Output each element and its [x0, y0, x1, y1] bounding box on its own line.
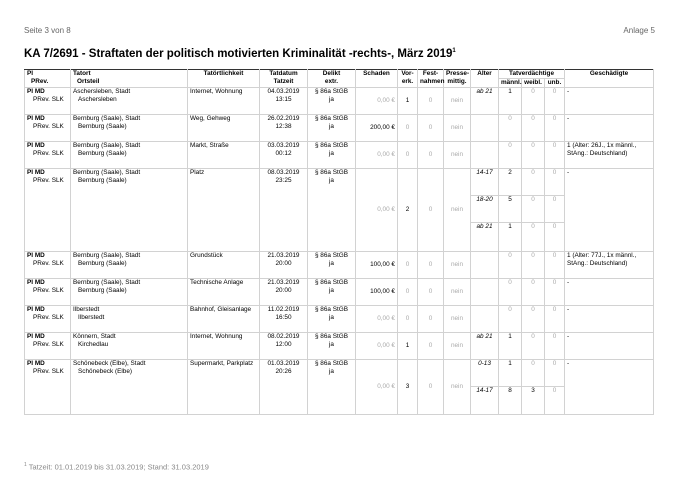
cell-weibl: 3 [522, 387, 545, 415]
cell-tatoertlichkeit: Bahnhof, Gleisanlage [188, 306, 260, 333]
cell-schaden: 0,00 € [356, 88, 398, 115]
cell-maennl: 1 [499, 333, 522, 360]
cell-geschaedigte: - [565, 115, 654, 142]
cell-tatdatum: 01.03.2019 20:26 [260, 360, 308, 415]
cell-presse: nein [444, 88, 471, 115]
footnote: $^1$ Tatzeit: 01.01.2019 bis 31.03.2019; Stand: 31.03.2019 [24, 462, 209, 472]
cell-festnahmen: 0 [418, 142, 444, 169]
col-alter: Alter [471, 70, 499, 88]
cell-unb: 0 [545, 223, 565, 252]
cell-weibl: 0 [522, 115, 545, 142]
cell-pi: PI MD PRev. SLK [25, 115, 71, 142]
cell-schaden: 0,00 € [356, 169, 398, 252]
col-maennl: männl. [499, 79, 522, 88]
col-tatort: Tatort Ortsteil [71, 70, 188, 88]
cell-unb: 0 [545, 279, 565, 306]
cell-delikt: § 86a StGB ja [308, 88, 356, 115]
cell-vorerk: 1 [398, 333, 418, 360]
cell-tatdatum: 21.03.2019 20:00 [260, 279, 308, 306]
cell-festnahmen: 0 [418, 306, 444, 333]
cell-alter [471, 115, 499, 142]
cell-maennl: 0 [499, 306, 522, 333]
col-vorerk: Vor-erk. [398, 70, 418, 88]
cell-tatdatum: 08.02.2019 12:00 [260, 333, 308, 360]
cell-weibl: 0 [522, 223, 545, 252]
cell-unb: 0 [545, 115, 565, 142]
table-row [25, 360, 654, 387]
cell-unb: 0 [545, 306, 565, 333]
cell-weibl: 0 [522, 142, 545, 169]
cell-alter: 14-17 [471, 169, 499, 196]
table-row [25, 333, 654, 360]
document-title: KA 7/2691 - Straftaten der politisch motivierten Kriminalität -rechts-, März 2019$^1$ [24, 48, 456, 60]
cell-geschaedigte: - [565, 88, 654, 115]
cell-vorerk: 0 [398, 142, 418, 169]
cell-presse: nein [444, 169, 471, 252]
cell-schaden: 0,00 € [356, 360, 398, 415]
cell-alter [471, 306, 499, 333]
cell-tatoertlichkeit: Internet, Wohnung [188, 333, 260, 360]
cell-maennl: 8 [499, 387, 522, 415]
cell-geschaedigte: - [565, 333, 654, 360]
cell-unb: 0 [545, 169, 565, 196]
cell-weibl: 0 [522, 196, 545, 223]
cell-delikt: § 86a StGB ja [308, 360, 356, 415]
table-row [25, 279, 654, 306]
cell-weibl: 0 [522, 279, 545, 306]
cell-vorerk: 0 [398, 115, 418, 142]
cell-alter: ab 21 [471, 223, 499, 252]
table-row [25, 306, 654, 333]
cell-weibl: 0 [522, 306, 545, 333]
cell-maennl: 0 [499, 142, 522, 169]
cell-festnahmen: 0 [418, 279, 444, 306]
cell-delikt: § 86a StGB ja [308, 252, 356, 279]
cell-unb: 0 [545, 142, 565, 169]
col-pi: PI PRev. [25, 70, 71, 88]
cell-maennl: 0 [499, 279, 522, 306]
cell-vorerk: 0 [398, 279, 418, 306]
page-number: Seite 3 von 8 [24, 26, 71, 35]
cell-alter: 14-17 [471, 387, 499, 415]
cell-tatdatum: 03.03.2019 00:12 [260, 142, 308, 169]
cell-tatort: Bernburg (Saale), Stadt Bernburg (Saale) [71, 252, 188, 279]
col-tatverdaechtige: Tatverdächtige [499, 70, 565, 79]
cell-geschaedigte: 1 (Alter: 77J., 1x männl., StAng.: Deutschland) [565, 252, 654, 279]
cell-weibl: 0 [522, 360, 545, 387]
cell-vorerk: 2 [398, 169, 418, 252]
cell-weibl: 0 [522, 169, 545, 196]
cell-delikt: § 86a StGB ja [308, 306, 356, 333]
col-tatdatum: Tatdatum Tatzeit [260, 70, 308, 88]
cell-unb: 0 [545, 88, 565, 115]
table-header-row [25, 70, 654, 79]
cell-tatort: Ilberstedt Ilberstedt [71, 306, 188, 333]
cell-alter: ab 21 [471, 333, 499, 360]
cell-tatoertlichkeit: Platz [188, 169, 260, 252]
cell-alter: 18-20 [471, 196, 499, 223]
cell-festnahmen: 0 [418, 88, 444, 115]
cell-geschaedigte: - [565, 306, 654, 333]
cell-maennl: 0 [499, 252, 522, 279]
cell-tatoertlichkeit: Technische Anlage [188, 279, 260, 306]
cell-alter [471, 279, 499, 306]
cell-festnahmen: 0 [418, 252, 444, 279]
cell-presse: nein [444, 360, 471, 415]
cell-tatoertlichkeit: Grundstück [188, 252, 260, 279]
cell-unb: 0 [545, 360, 565, 387]
col-geschaedigte: Geschädigte [565, 70, 654, 88]
cell-pi: PI MD PRev. SLK [25, 360, 71, 415]
cell-tatdatum: 08.03.2019 23:25 [260, 169, 308, 252]
cell-pi: PI MD PRev. SLK [25, 142, 71, 169]
cell-pi: PI MD PRev. SLK [25, 169, 71, 252]
col-delikt: Delikt extr. [308, 70, 356, 88]
cell-schaden: 200,00 € [356, 115, 398, 142]
cell-schaden: 0,00 € [356, 306, 398, 333]
cell-tatdatum: 11.02.2019 16:50 [260, 306, 308, 333]
table-row [25, 88, 654, 115]
cell-pi: PI MD PRev. SLK [25, 279, 71, 306]
cell-presse: nein [444, 306, 471, 333]
cell-geschaedigte: - [565, 169, 654, 252]
cell-pi: PI MD PRev. SLK [25, 88, 71, 115]
table-row [25, 115, 654, 142]
cell-weibl: 0 [522, 88, 545, 115]
cell-tatoertlichkeit: Supermarkt, Parkplatz [188, 360, 260, 415]
table-row [25, 252, 654, 279]
cell-tatdatum: 21.03.2019 20:00 [260, 252, 308, 279]
cell-tatort: Bernburg (Saale), Stadt Bernburg (Saale) [71, 115, 188, 142]
cell-festnahmen: 0 [418, 115, 444, 142]
table-row [25, 169, 654, 196]
cell-delikt: § 86a StGB ja [308, 169, 356, 252]
cell-tatoertlichkeit: Markt, Straße [188, 142, 260, 169]
col-unb: unb. [545, 79, 565, 88]
cell-maennl: 5 [499, 196, 522, 223]
cell-geschaedigte: 1 (Alter: 26J., 1x männl., StAng.: Deutschland) [565, 142, 654, 169]
cell-presse: nein [444, 279, 471, 306]
cell-geschaedigte: - [565, 360, 654, 415]
cell-schaden: 0,00 € [356, 142, 398, 169]
cell-maennl: 0 [499, 115, 522, 142]
cell-presse: nein [444, 142, 471, 169]
offenses-table [24, 69, 654, 415]
cell-unb: 0 [545, 333, 565, 360]
col-schaden: Schaden [356, 70, 398, 88]
cell-tatort: Bernburg (Saale), Stadt Bernburg (Saale) [71, 142, 188, 169]
col-weibl: weibl. [522, 79, 545, 88]
col-tatoertlichkeit: Tatörtlichkeit [188, 70, 260, 88]
cell-festnahmen: 0 [418, 169, 444, 252]
table-row [25, 142, 654, 169]
cell-delikt: § 86a StGB ja [308, 115, 356, 142]
cell-maennl: 1 [499, 360, 522, 387]
cell-maennl: 2 [499, 169, 522, 196]
cell-weibl: 0 [522, 333, 545, 360]
cell-pi: PI MD PRev. SLK [25, 306, 71, 333]
cell-tatdatum: 26.02.2019 12:38 [260, 115, 308, 142]
cell-maennl: 1 [499, 88, 522, 115]
cell-alter: ab 21 [471, 88, 499, 115]
cell-maennl: 1 [499, 223, 522, 252]
cell-festnahmen: 0 [418, 360, 444, 415]
cell-alter: 0-13 [471, 360, 499, 387]
col-festnahmen: Fest-nahmen [418, 70, 444, 88]
cell-schaden: 100,00 € [356, 279, 398, 306]
cell-vorerk: 0 [398, 252, 418, 279]
cell-geschaedigte: - [565, 279, 654, 306]
cell-pi: PI MD PRev. SLK [25, 333, 71, 360]
cell-festnahmen: 0 [418, 333, 444, 360]
cell-tatort: Aschersleben, Stadt Aschersleben [71, 88, 188, 115]
cell-presse: nein [444, 333, 471, 360]
cell-delikt: § 86a StGB ja [308, 142, 356, 169]
cell-tatort: Bernburg (Saale), Stadt Bernburg (Saale) [71, 279, 188, 306]
cell-tatort: Bernburg (Saale), Stadt Bernburg (Saale) [71, 169, 188, 252]
cell-presse: nein [444, 252, 471, 279]
cell-delikt: § 86a StGB ja [308, 333, 356, 360]
cell-tatoertlichkeit: Weg, Gehweg [188, 115, 260, 142]
cell-weibl: 0 [522, 252, 545, 279]
cell-tatdatum: 04.03.2019 13:15 [260, 88, 308, 115]
cell-vorerk: 0 [398, 306, 418, 333]
cell-schaden: 100,00 € [356, 252, 398, 279]
cell-alter [471, 142, 499, 169]
cell-schaden: 0,00 € [356, 333, 398, 360]
cell-vorerk: 3 [398, 360, 418, 415]
cell-alter [471, 252, 499, 279]
cell-presse: nein [444, 115, 471, 142]
cell-delikt: § 86a StGB ja [308, 279, 356, 306]
cell-tatoertlichkeit: Internet, Wohnung [188, 88, 260, 115]
cell-tatort: Könnern, Stadt Kirchedlau [71, 333, 188, 360]
cell-vorerk: 1 [398, 88, 418, 115]
cell-tatort: Schönebeck (Elbe), Stadt Schönebeck (Elbe) [71, 360, 188, 415]
cell-unb: 0 [545, 196, 565, 223]
cell-unb: 0 [545, 387, 565, 415]
annex-label: Anlage 5 [623, 26, 655, 35]
col-presse: Presse-mittig. [444, 70, 471, 88]
cell-pi: PI MD PRev. SLK [25, 252, 71, 279]
cell-unb: 0 [545, 252, 565, 279]
